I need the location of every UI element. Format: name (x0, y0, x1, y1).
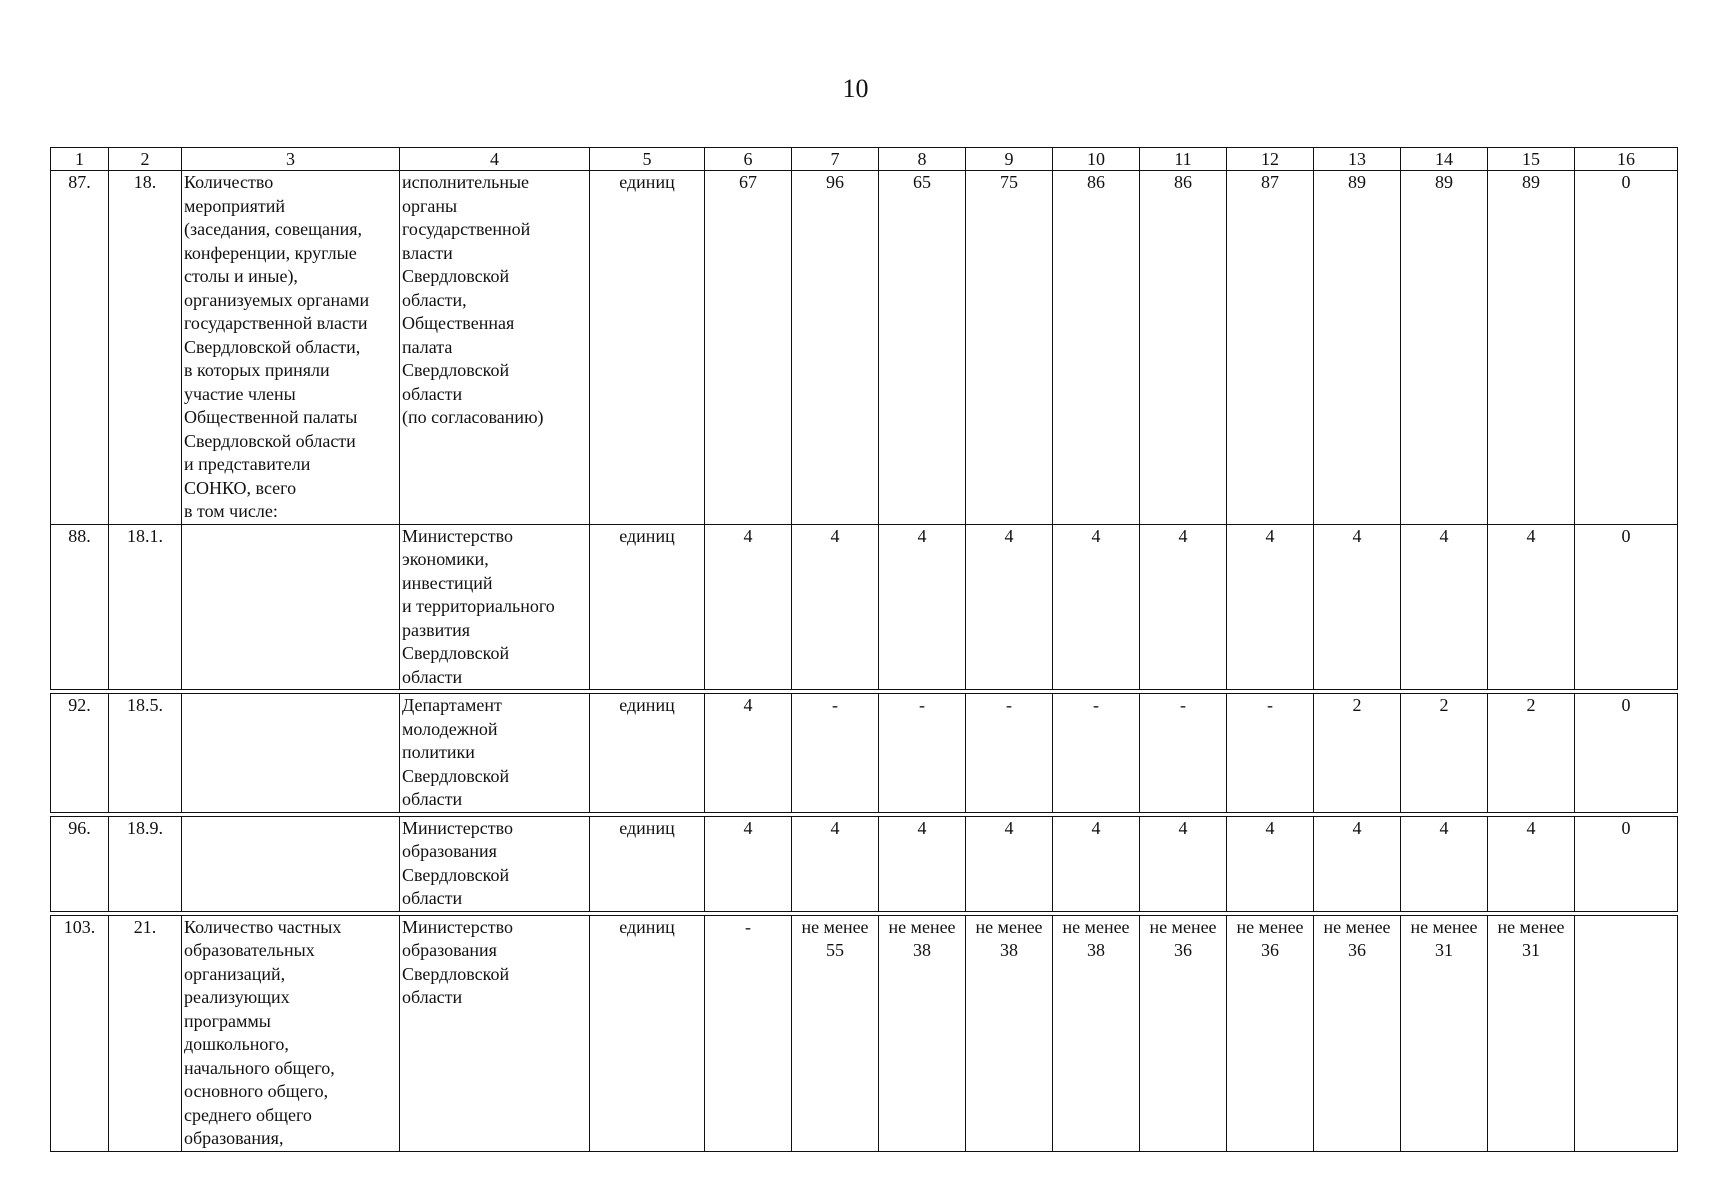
indicator-line: дошкольного, (184, 1034, 289, 1054)
indicator-name (182, 171, 400, 525)
value-cell: 67 (705, 171, 792, 525)
executor-line: Свердловской (402, 963, 510, 984)
indicator-line: организаций, (184, 963, 286, 984)
row-number: 103. (51, 915, 109, 1151)
executor-line: власти (402, 242, 453, 263)
value-cell: 4 (1314, 816, 1401, 911)
item-code: 18.1. (109, 524, 182, 690)
column-header: 7 (792, 148, 879, 171)
indicator-line: Свердловской области, (184, 336, 361, 357)
executor-line: Свердловской (402, 360, 510, 380)
value-line: 36 (1348, 940, 1366, 960)
indicator-line: государственной власти (184, 313, 368, 333)
value-cell (1488, 915, 1575, 1151)
responsible-executor (400, 915, 590, 1151)
value-cell (1575, 915, 1678, 1151)
table-row (51, 915, 1678, 1151)
value-cell: 0 (1575, 694, 1678, 813)
indicator-line: Свердловской области (184, 430, 356, 451)
executor-line: образования (402, 940, 497, 960)
value-cell: 4 (966, 816, 1053, 911)
value-cell: 4 (1488, 524, 1575, 690)
value-cell: 4 (1227, 524, 1314, 690)
indicator-line: основного общего, (184, 1081, 329, 1101)
value-cell (1401, 915, 1488, 1151)
executor-line: области (402, 383, 463, 404)
column-header: 11 (1140, 148, 1227, 171)
column-header: 4 (400, 148, 590, 171)
column-header: 15 (1488, 148, 1575, 171)
executor-line: Свердловской (402, 765, 510, 786)
executor-line: области (402, 987, 463, 1007)
value-cell (792, 915, 879, 1151)
value-cell: 4 (879, 816, 966, 911)
value-cell: 0 (1575, 171, 1678, 525)
row-number: 88. (51, 524, 109, 690)
executor-line: исполнительные (402, 172, 530, 192)
column-header: 8 (879, 148, 966, 171)
unit: единиц (590, 915, 705, 1151)
responsible-executor (400, 171, 590, 525)
table-row (51, 694, 1678, 813)
column-header: 5 (590, 148, 705, 171)
indicator-line: начального общего, (184, 1057, 335, 1078)
value-cell: 4 (1227, 816, 1314, 911)
indicator-line: образования, (184, 1128, 284, 1148)
value-cell: 87 (1227, 171, 1314, 525)
column-header: 16 (1575, 148, 1678, 171)
executor-line: молодежной (402, 718, 498, 739)
executor-line: и территориального (402, 596, 555, 616)
value-cell: 4 (792, 524, 879, 690)
column-header: 12 (1227, 148, 1314, 171)
value-line: 38 (1000, 940, 1018, 960)
item-code: 18. (109, 171, 182, 525)
executor-line: Министерство (402, 525, 513, 546)
indicator-name (182, 694, 400, 813)
executor-line: развития (402, 619, 471, 640)
value-cell: 2 (1314, 694, 1401, 813)
value-cell: 4 (1140, 524, 1227, 690)
executor-line: Общественная (402, 313, 515, 333)
indicator-name (182, 524, 400, 690)
value-cell (1314, 915, 1401, 1151)
table-row (51, 524, 1678, 690)
value-cell: 0 (1575, 524, 1678, 690)
indicators-table (50, 147, 1678, 1152)
unit: единиц (590, 171, 705, 525)
executor-line: политики (402, 742, 475, 762)
value-cell: 4 (1488, 816, 1575, 911)
value-cell: - (792, 694, 879, 813)
value-line: 38 (1087, 940, 1105, 960)
value-cell: 4 (705, 816, 792, 911)
value-line: 31 (1435, 940, 1453, 960)
executor-line: палата (402, 336, 453, 357)
value-cell: 4 (879, 524, 966, 690)
indicator-line: конференции, круглые (184, 242, 357, 263)
value-cell: 89 (1314, 171, 1401, 525)
executor-line: области, (402, 289, 467, 310)
executor-line: области (402, 789, 463, 809)
value-cell (1140, 915, 1227, 1151)
value-line: не менее (1149, 916, 1217, 937)
column-header: 10 (1053, 148, 1140, 171)
indicator-line: реализующих (184, 987, 290, 1007)
table-row (51, 171, 1678, 525)
value-line: не менее (1410, 916, 1478, 937)
indicator-line: образовательных (184, 940, 315, 960)
value-line: - (745, 916, 751, 937)
indicator-line: мероприятий (184, 195, 286, 216)
indicator-line: Количество (184, 172, 274, 192)
indicator-line: участие члены (184, 383, 296, 404)
column-header: 6 (705, 148, 792, 171)
value-line: не менее (888, 916, 956, 937)
executor-line: Свердловской (402, 643, 510, 663)
value-cell: 4 (1140, 816, 1227, 911)
unit: единиц (590, 694, 705, 813)
value-cell: 4 (1401, 524, 1488, 690)
column-header: 13 (1314, 148, 1401, 171)
value-cell: - (1053, 694, 1140, 813)
value-line: 55 (826, 940, 844, 960)
item-code: 21. (109, 915, 182, 1151)
value-line: 38 (913, 940, 931, 960)
value-cell: 89 (1488, 171, 1575, 525)
value-line: не менее (1497, 916, 1565, 937)
executor-line: Свердловской (402, 266, 510, 286)
value-cell: - (1227, 694, 1314, 813)
column-header: 9 (966, 148, 1053, 171)
value-cell: - (879, 694, 966, 813)
value-cell: 2 (1488, 694, 1575, 813)
indicator-line: программы (184, 1010, 271, 1031)
header-row (51, 148, 1678, 171)
value-cell (879, 915, 966, 1151)
unit: единиц (590, 524, 705, 690)
indicator-line: столы и иные), (184, 266, 298, 286)
indicator-line: (заседания, совещания, (184, 219, 363, 239)
value-line: не менее (801, 916, 869, 937)
value-line: не менее (975, 916, 1043, 937)
indicator-line: в том числе: (184, 501, 278, 521)
indicator-line: Общественной палаты (184, 407, 358, 427)
executor-line: Департамент (402, 695, 502, 715)
value-cell: 4 (705, 694, 792, 813)
item-code: 18.9. (109, 816, 182, 911)
table-row (51, 816, 1678, 911)
executor-line: Свердловской (402, 864, 510, 885)
value-cell: 4 (1053, 524, 1140, 690)
indicator-line: организуемых органами (184, 289, 370, 310)
column-header: 1 (51, 148, 109, 171)
value-cell: 96 (792, 171, 879, 525)
value-cell: 4 (792, 816, 879, 911)
value-cell (966, 915, 1053, 1151)
executor-line: области (402, 888, 463, 908)
page-number: 10 (842, 74, 869, 103)
responsible-executor (400, 524, 590, 690)
executor-line: (по согласованию) (402, 407, 544, 427)
indicator-line: Количество частных (184, 916, 342, 937)
indicator-name (182, 816, 400, 911)
executor-line: Министерство (402, 817, 513, 838)
value-cell (705, 915, 792, 1151)
responsible-executor (400, 694, 590, 813)
value-cell: 4 (966, 524, 1053, 690)
row-number: 87. (51, 171, 109, 525)
column-header: 3 (182, 148, 400, 171)
column-header: 14 (1401, 148, 1488, 171)
value-line: 36 (1174, 940, 1192, 960)
value-cell: 0 (1575, 816, 1678, 911)
executor-line: органы (402, 195, 458, 216)
value-cell: 4 (705, 524, 792, 690)
value-cell: 4 (1401, 816, 1488, 911)
executor-line: экономики, (402, 549, 489, 569)
value-cell: 4 (1314, 524, 1401, 690)
value-cell: - (1140, 694, 1227, 813)
value-line: не менее (1062, 916, 1130, 937)
executor-line: Министерство (402, 916, 513, 937)
value-line: 36 (1261, 940, 1279, 960)
indicator-line: и представители (184, 454, 311, 474)
unit: единиц (590, 816, 705, 911)
executor-line: области (402, 666, 463, 687)
value-cell: 89 (1401, 171, 1488, 525)
value-cell: 75 (966, 171, 1053, 525)
executor-line: образования (402, 841, 497, 861)
value-cell (1227, 915, 1314, 1151)
indicator-line: среднего общего (184, 1104, 312, 1125)
executor-line: инвестиций (402, 572, 493, 593)
value-cell: 86 (1140, 171, 1227, 525)
value-cell: 4 (1053, 816, 1140, 911)
value-line: 31 (1522, 940, 1540, 960)
value-cell: - (966, 694, 1053, 813)
value-cell: 65 (879, 171, 966, 525)
value-cell (1053, 915, 1140, 1151)
indicator-name (182, 915, 400, 1151)
row-number: 92. (51, 694, 109, 813)
indicator-line: СОНКО, всего (184, 477, 297, 498)
row-number: 96. (51, 816, 109, 911)
column-header: 2 (109, 148, 182, 171)
value-cell: 86 (1053, 171, 1140, 525)
value-line: не менее (1236, 916, 1304, 937)
indicator-line: в которых приняли (184, 360, 330, 380)
responsible-executor (400, 816, 590, 911)
value-cell: 2 (1401, 694, 1488, 813)
item-code: 18.5. (109, 694, 182, 813)
executor-line: государственной (402, 219, 531, 239)
value-line: не менее (1323, 916, 1391, 937)
